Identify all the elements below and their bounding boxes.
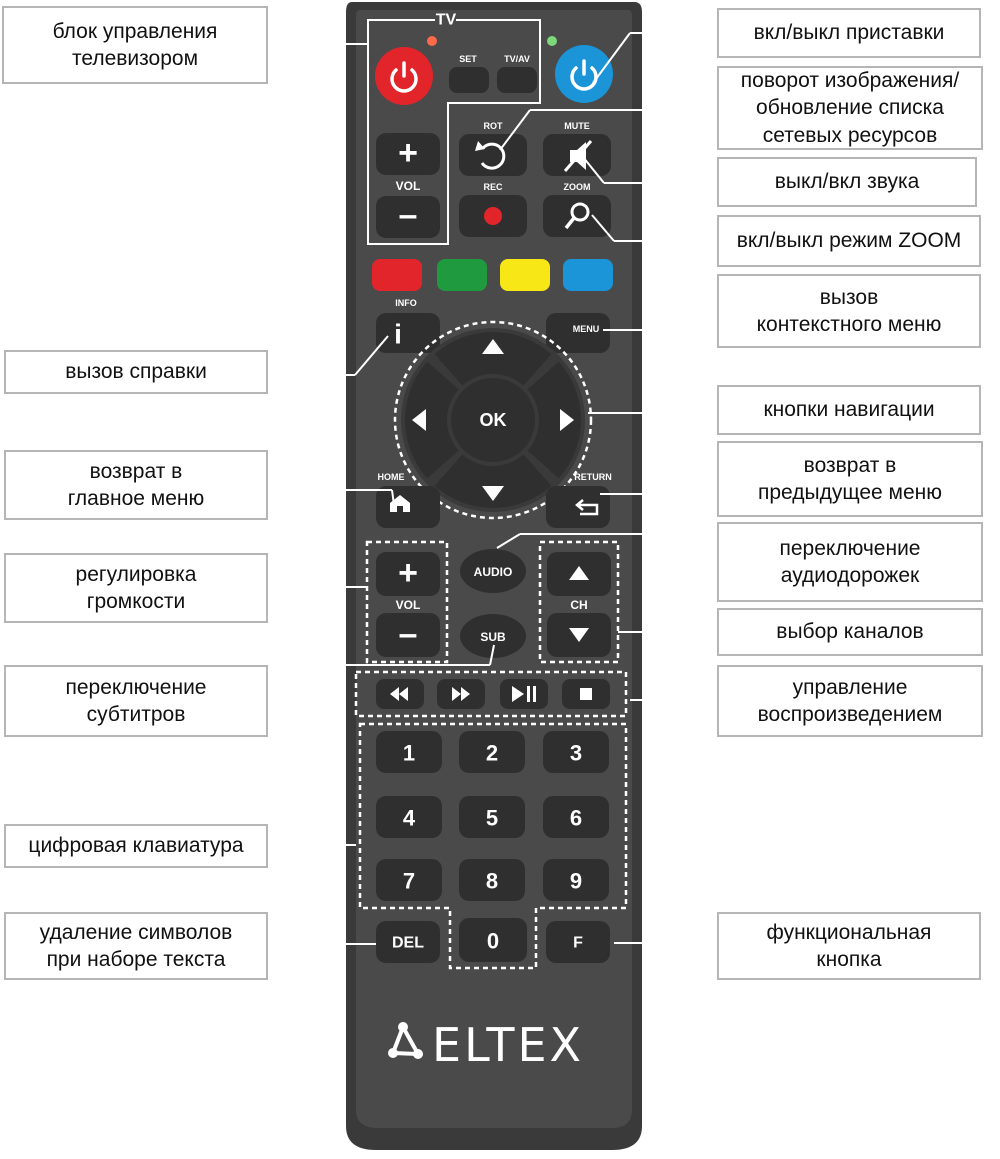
digit-8-label: 8 xyxy=(485,868,499,894)
callout-function-key: функциональная кнопка xyxy=(717,912,981,980)
audio-label: AUDIO xyxy=(473,565,513,579)
del-label: DEL xyxy=(392,934,424,952)
vol-label: VOL xyxy=(395,598,421,612)
color-green-button[interactable] xyxy=(437,259,487,291)
return-label: RETURN xyxy=(574,472,612,482)
callout-channels: выбор каналов xyxy=(717,608,983,656)
callout-subtitles: переключение субтитров xyxy=(4,665,268,737)
callout-help: вызов справки xyxy=(4,350,268,394)
f-label: F xyxy=(573,934,583,952)
sub-label: SUB xyxy=(480,630,506,644)
digit-2-label: 2 xyxy=(485,740,499,766)
info-label: INFO xyxy=(395,298,417,308)
digit-0-label: 0 xyxy=(486,928,500,954)
callout-return: возврат в предыдущее меню xyxy=(717,441,983,517)
stop-icon xyxy=(580,688,592,700)
callout-mute: выкл/вкл звука xyxy=(717,157,977,207)
tv-av-button[interactable] xyxy=(497,67,537,93)
color-blue-button[interactable] xyxy=(563,259,613,291)
ch-label: CH xyxy=(570,598,588,612)
digit-7-label: 7 xyxy=(402,868,416,894)
callout-zoom: вкл/выкл режим ZOOM xyxy=(717,215,981,267)
tv-vol-down-label: – xyxy=(398,196,418,234)
eltex-logo-text: ELTEX xyxy=(432,1018,585,1072)
record-icon xyxy=(484,207,502,225)
callout-power: вкл/выкл приставки xyxy=(717,8,981,58)
tv-vol-label: VOL xyxy=(395,179,421,193)
rotate-button[interactable] xyxy=(459,134,527,176)
color-red-button[interactable] xyxy=(372,259,422,291)
vol-down-label: – xyxy=(398,615,418,653)
rec-label: REC xyxy=(483,182,503,192)
callout-delete: удаление символов при наборе текста xyxy=(4,912,268,980)
digit-6-label: 6 xyxy=(569,805,583,831)
color-yellow-button[interactable] xyxy=(500,259,550,291)
digit-3-label: 3 xyxy=(569,740,583,766)
ok-label: OK xyxy=(479,410,507,430)
callout-rotate: поворот изображения/ обновление списка сетевых ресурсов xyxy=(717,66,983,150)
callout-audio: переключение аудиодорожек xyxy=(717,522,983,602)
digit-1-label: 1 xyxy=(402,740,416,766)
vol-up-label: + xyxy=(398,554,418,592)
info-button[interactable] xyxy=(376,313,440,353)
tv-vol-up-label: + xyxy=(398,134,418,172)
callout-navigation: кнопки навигации xyxy=(717,385,981,435)
callout-context-menu: вызов контекстного меню xyxy=(717,274,981,348)
callout-tv-block: блок управления телевизором xyxy=(2,6,268,84)
set-label: SET xyxy=(459,54,477,64)
set-button[interactable] xyxy=(449,67,489,93)
zoom-button[interactable] xyxy=(543,195,611,237)
digit-5-label: 5 xyxy=(485,805,499,831)
tv-label: TV xyxy=(435,11,457,29)
rot-label: ROT xyxy=(483,121,503,131)
callout-home: возврат в главное меню xyxy=(4,450,268,520)
callout-playback: управление воспроизведением xyxy=(717,665,983,737)
stb-led-icon xyxy=(547,36,557,46)
digit-4-label: 4 xyxy=(402,805,416,831)
mute-label: MUTE xyxy=(564,121,590,131)
callout-numpad: цифровая клавиатура xyxy=(4,824,268,868)
menu-label: MENU xyxy=(572,324,600,334)
callout-volume: регулировка громкости xyxy=(4,553,268,623)
home-label: HOME xyxy=(377,472,405,482)
zoom-label: ZOOM xyxy=(563,182,591,192)
tv-av-label: TV/AV xyxy=(504,54,530,64)
digit-9-label: 9 xyxy=(569,868,583,894)
tv-led-icon xyxy=(427,36,437,46)
info-icon: i xyxy=(394,318,402,350)
